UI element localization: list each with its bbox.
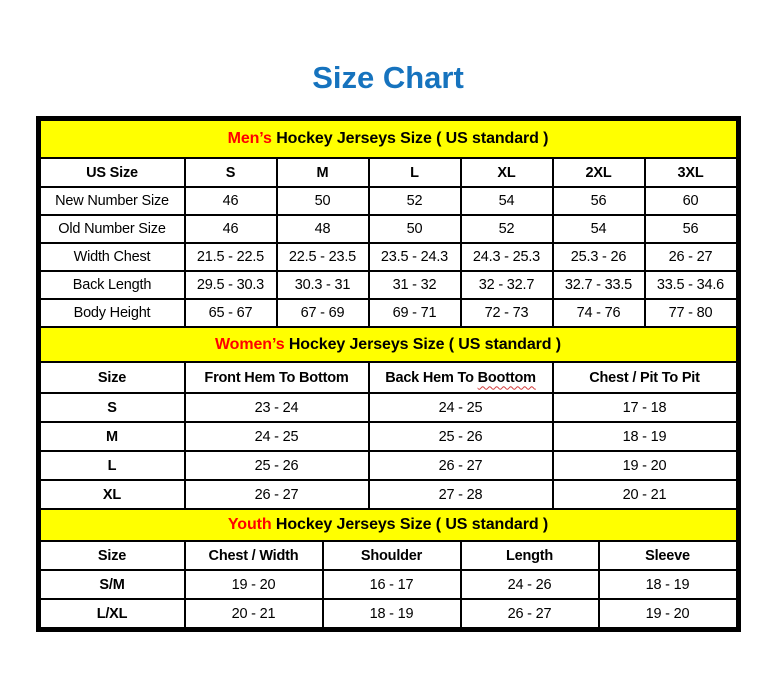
table-row bbox=[40, 271, 737, 299]
data-cell: 60 bbox=[645, 187, 737, 215]
table-row bbox=[40, 243, 737, 271]
data-cell: 19 - 20 bbox=[599, 599, 737, 628]
data-cell: 26 - 27 bbox=[645, 243, 737, 271]
data-cell: 54 bbox=[553, 215, 645, 243]
data-cell: 32.7 - 33.5 bbox=[553, 271, 645, 299]
data-cell: 20 - 21 bbox=[553, 480, 737, 509]
table-row bbox=[40, 215, 737, 243]
table-row bbox=[40, 422, 737, 451]
data-cell: 72 - 73 bbox=[461, 299, 553, 327]
row-label: L/XL bbox=[40, 599, 185, 628]
band-highlight: Women’s bbox=[214, 335, 285, 353]
row-label: M bbox=[40, 422, 185, 451]
header-row bbox=[40, 158, 737, 187]
data-cell: 17 - 18 bbox=[553, 393, 737, 422]
data-cell: 23.5 - 24.3 bbox=[369, 243, 461, 271]
data-cell: 27 - 28 bbox=[369, 480, 553, 509]
data-cell: 56 bbox=[645, 215, 737, 243]
womens-size-table bbox=[39, 326, 738, 510]
data-cell: 25 - 26 bbox=[369, 422, 553, 451]
size-chart-frame bbox=[36, 116, 741, 632]
data-cell: 56 bbox=[553, 187, 645, 215]
data-cell: 18 - 19 bbox=[599, 570, 737, 599]
data-cell: 18 - 19 bbox=[323, 599, 461, 628]
data-cell: 18 - 19 bbox=[553, 422, 737, 451]
row-label: L bbox=[40, 451, 185, 480]
misspelled-word: Boottom bbox=[477, 369, 536, 386]
header-row bbox=[40, 362, 737, 393]
section-band-mens: Men’s Hockey Jerseys Size ( US standard ) bbox=[40, 120, 737, 158]
data-cell: 69 - 71 bbox=[369, 299, 461, 327]
section-band-row bbox=[40, 509, 737, 541]
data-cell: 74 - 76 bbox=[553, 299, 645, 327]
column-header: Length bbox=[461, 541, 599, 570]
column-header: Size bbox=[40, 541, 185, 570]
column-header: Sleeve bbox=[599, 541, 737, 570]
data-cell: 26 - 27 bbox=[461, 599, 599, 628]
row-label: New Number Size bbox=[40, 187, 185, 215]
data-cell: 29.5 - 30.3 bbox=[185, 271, 277, 299]
section-band-row bbox=[40, 327, 737, 362]
data-cell: 26 - 27 bbox=[185, 480, 369, 509]
column-header: 2XL bbox=[553, 158, 645, 187]
data-cell: 23 - 24 bbox=[185, 393, 369, 422]
column-header: Front Hem To Bottom bbox=[185, 362, 369, 393]
table-row bbox=[40, 299, 737, 327]
data-cell: 67 - 69 bbox=[277, 299, 369, 327]
section-band-womens: Women’s Hockey Jerseys Size ( US standard ) bbox=[40, 327, 737, 362]
data-cell: 30.3 - 31 bbox=[277, 271, 369, 299]
data-cell: 54 bbox=[461, 187, 553, 215]
band-highlight: Youth bbox=[227, 516, 272, 533]
data-cell: 33.5 - 34.6 bbox=[645, 271, 737, 299]
row-label: XL bbox=[40, 480, 185, 509]
table-row bbox=[40, 451, 737, 480]
data-cell: 24 - 25 bbox=[185, 422, 369, 451]
data-cell: 25 - 26 bbox=[185, 451, 369, 480]
data-cell: 22.5 - 23.5 bbox=[277, 243, 369, 271]
data-cell: 26 - 27 bbox=[369, 451, 553, 480]
youth-size-table bbox=[39, 508, 738, 629]
data-cell: 50 bbox=[277, 187, 369, 215]
data-cell: 19 - 20 bbox=[553, 451, 737, 480]
table-row bbox=[40, 570, 737, 599]
table-row bbox=[40, 480, 737, 509]
section-band-row bbox=[40, 120, 737, 158]
data-cell: 25.3 - 26 bbox=[553, 243, 645, 271]
table-row bbox=[40, 393, 737, 422]
column-header: M bbox=[277, 158, 369, 187]
data-cell: 20 - 21 bbox=[185, 599, 323, 628]
row-label: S/M bbox=[40, 570, 185, 599]
row-label: Body Height bbox=[40, 299, 185, 327]
data-cell: 46 bbox=[185, 187, 277, 215]
data-cell: 21.5 - 22.5 bbox=[185, 243, 277, 271]
column-header: 3XL bbox=[645, 158, 737, 187]
mens-size-table bbox=[39, 119, 738, 328]
header-row bbox=[40, 541, 737, 570]
data-cell: 32 - 32.7 bbox=[461, 271, 553, 299]
column-header: Back Hem To Boottom bbox=[369, 362, 553, 393]
data-cell: 24.3 - 25.3 bbox=[461, 243, 553, 271]
row-label: Old Number Size bbox=[40, 215, 185, 243]
row-label: S bbox=[40, 393, 185, 422]
data-cell: 48 bbox=[277, 215, 369, 243]
data-cell: 52 bbox=[461, 215, 553, 243]
data-cell: 65 - 67 bbox=[185, 299, 277, 327]
data-cell: 52 bbox=[369, 187, 461, 215]
data-cell: 19 - 20 bbox=[185, 570, 323, 599]
table-row bbox=[40, 187, 737, 215]
column-header: Chest / Width bbox=[185, 541, 323, 570]
column-header: Chest / Pit To Pit bbox=[553, 362, 737, 393]
band-highlight: Men’s bbox=[227, 130, 272, 147]
table-row bbox=[40, 599, 737, 628]
section-band-youth: Youth Hockey Jerseys Size ( US standard ) bbox=[40, 509, 737, 541]
row-label: Width Chest bbox=[40, 243, 185, 271]
column-header: XL bbox=[461, 158, 553, 187]
data-cell: 77 - 80 bbox=[645, 299, 737, 327]
column-header: Size bbox=[40, 362, 185, 393]
data-cell: 50 bbox=[369, 215, 461, 243]
column-header: Shoulder bbox=[323, 541, 461, 570]
page-title: Size Chart bbox=[312, 60, 464, 95]
data-cell: 31 - 32 bbox=[369, 271, 461, 299]
row-label: Back Length bbox=[40, 271, 185, 299]
data-cell: 24 - 25 bbox=[369, 393, 553, 422]
data-cell: 24 - 26 bbox=[461, 570, 599, 599]
column-header: S bbox=[185, 158, 277, 187]
data-cell: 16 - 17 bbox=[323, 570, 461, 599]
data-cell: 46 bbox=[185, 215, 277, 243]
column-header: US Size bbox=[40, 158, 185, 187]
column-header: L bbox=[369, 158, 461, 187]
